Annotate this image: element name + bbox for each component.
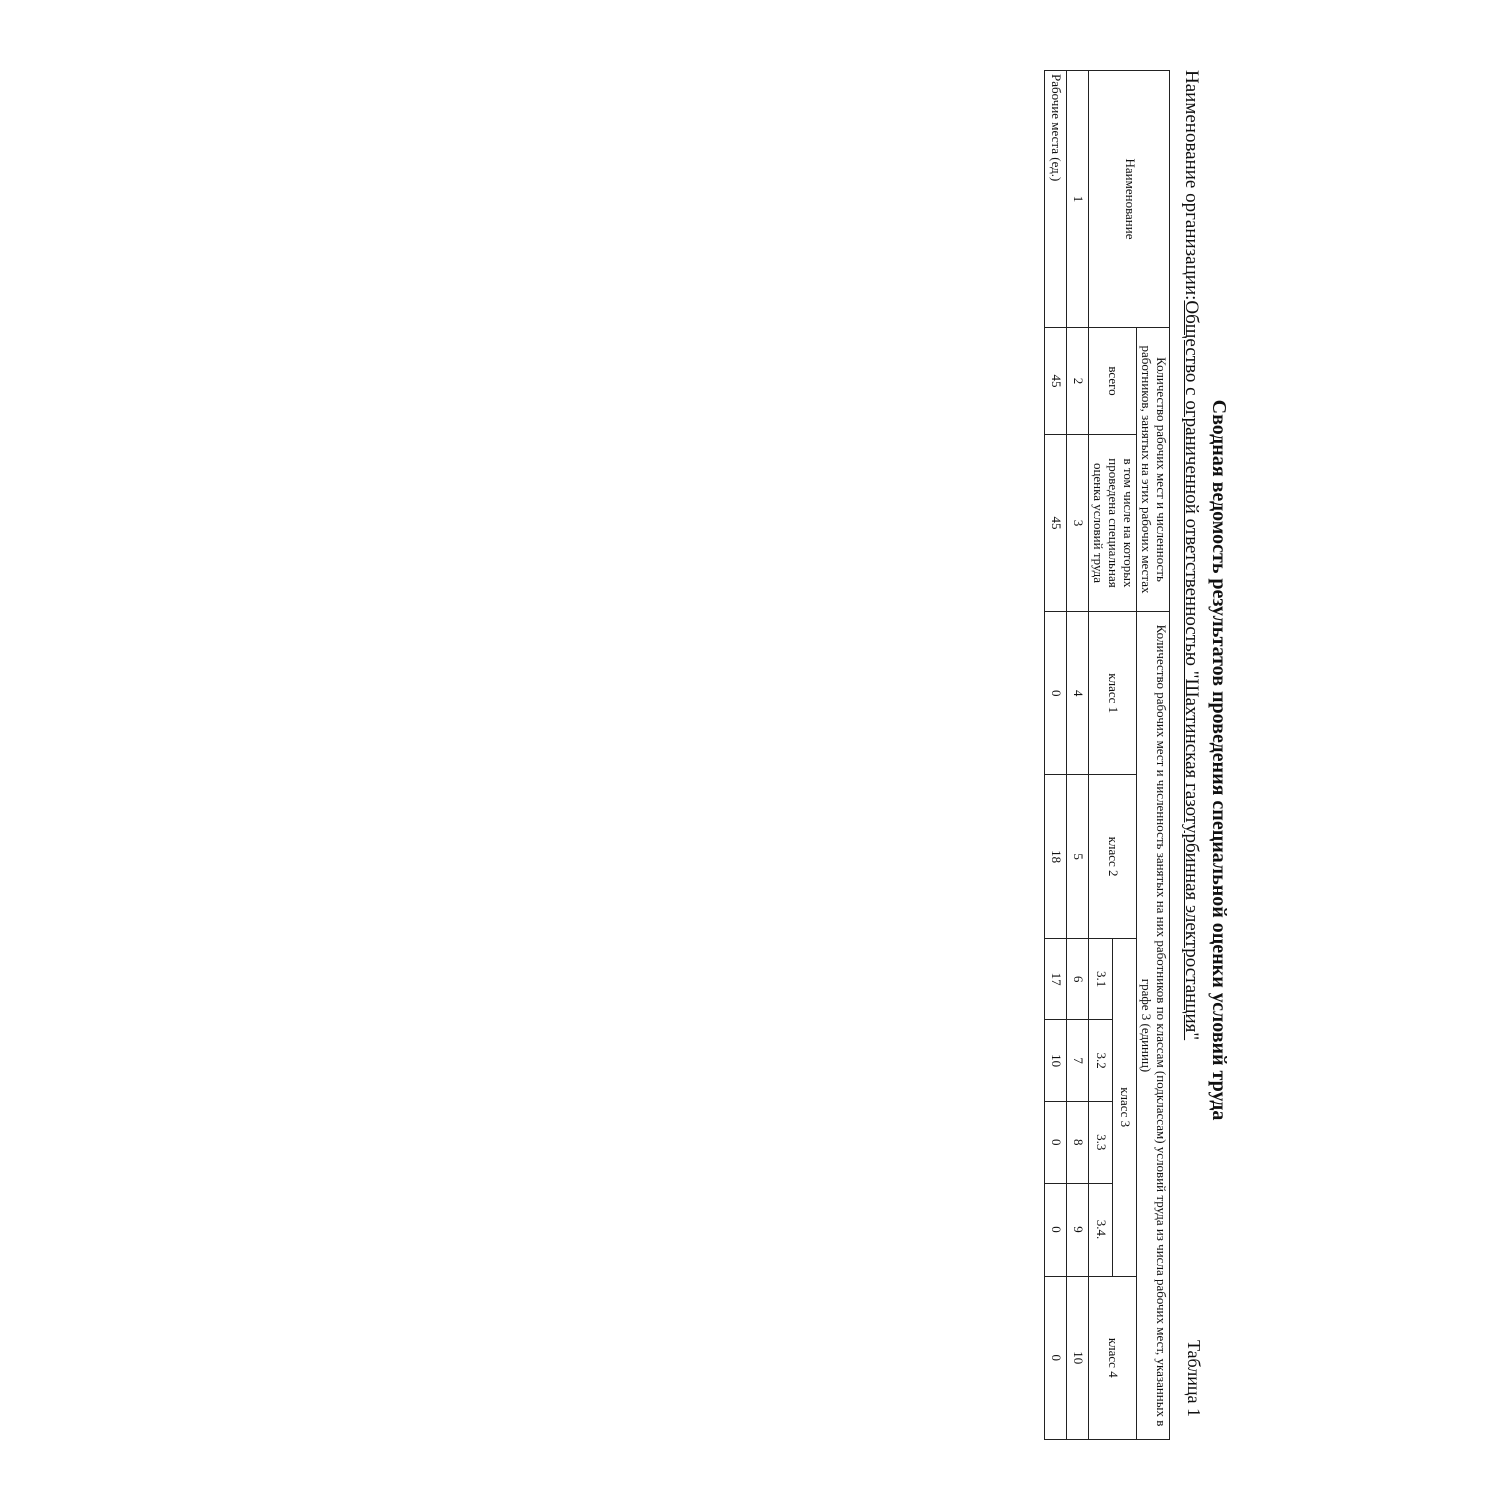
t1-col-number: 7: [1067, 1020, 1089, 1102]
t1-col-number: 4: [1067, 612, 1089, 775]
cell-value: 0: [1045, 1276, 1067, 1439]
t1-header-class1: класс 1: [1089, 612, 1137, 775]
cell-value: 18: [1045, 775, 1067, 938]
cell-value: 0: [1045, 1183, 1067, 1276]
t1-col-number: 3: [1067, 435, 1089, 612]
cell-value: 17: [1045, 938, 1067, 1020]
t1-header-class4: класс 4: [1089, 1276, 1137, 1439]
t1-col-number: 1: [1067, 71, 1089, 328]
t1-col-number: 10: [1067, 1276, 1089, 1439]
t1-col-number: 2: [1067, 328, 1089, 435]
cell-value: 45: [1045, 435, 1067, 612]
document-sheet: [130, 40, 1230, 1480]
table1-label: Таблица 1: [1184, 1340, 1204, 1417]
t1-header-class2: класс 2: [1089, 775, 1137, 938]
t1-header-3-1: 3.1: [1089, 938, 1113, 1020]
cell-value: 45: [1045, 328, 1067, 435]
t1-col-number: 8: [1067, 1101, 1089, 1183]
summary-table: [1044, 70, 1170, 1440]
t1-header-name: Наименование: [1089, 71, 1170, 328]
organization-line: [1180, 70, 1202, 1040]
table-row: [1045, 71, 1067, 1440]
page-title: Сводная ведомость результатов проведения специальной оценки условий труда: [1208, 399, 1230, 1121]
t1-col-number: 9: [1067, 1183, 1089, 1276]
row-label: Рабочие места (ед.): [1045, 71, 1067, 328]
t1-header-workplaces: Количество рабочих мест и численность работников, занятых на этих рабочих местах: [1137, 328, 1170, 612]
t1-header-by-class: Количество рабочих мест и численность занятых на них работников по классам (подклассам) условий труда из числа рабочих мест, указанных в графе 3 (единиц): [1137, 612, 1170, 1440]
t1-col-number: 6: [1067, 938, 1089, 1020]
t1-header-3-3: 3.3: [1089, 1101, 1113, 1183]
t1-header-assessed: в том числе на которых проведена специальная оценка условий труда: [1089, 435, 1137, 612]
organization-label: Наименование организации:: [1181, 70, 1202, 301]
cell-value: 0: [1045, 612, 1067, 775]
t1-col-number: 5: [1067, 775, 1089, 938]
t1-header-total: всего: [1089, 328, 1137, 435]
organization-name: Общество с ограниченной ответственностью "Шахтинская газотурбинная электростанция": [1181, 300, 1202, 1041]
t1-header-class3: класс 3: [1113, 938, 1137, 1276]
t1-header-3-2: 3.2: [1089, 1020, 1113, 1102]
cell-value: 0: [1045, 1101, 1067, 1183]
t1-header-3-4: 3.4.: [1089, 1183, 1113, 1276]
cell-value: 10: [1045, 1020, 1067, 1102]
